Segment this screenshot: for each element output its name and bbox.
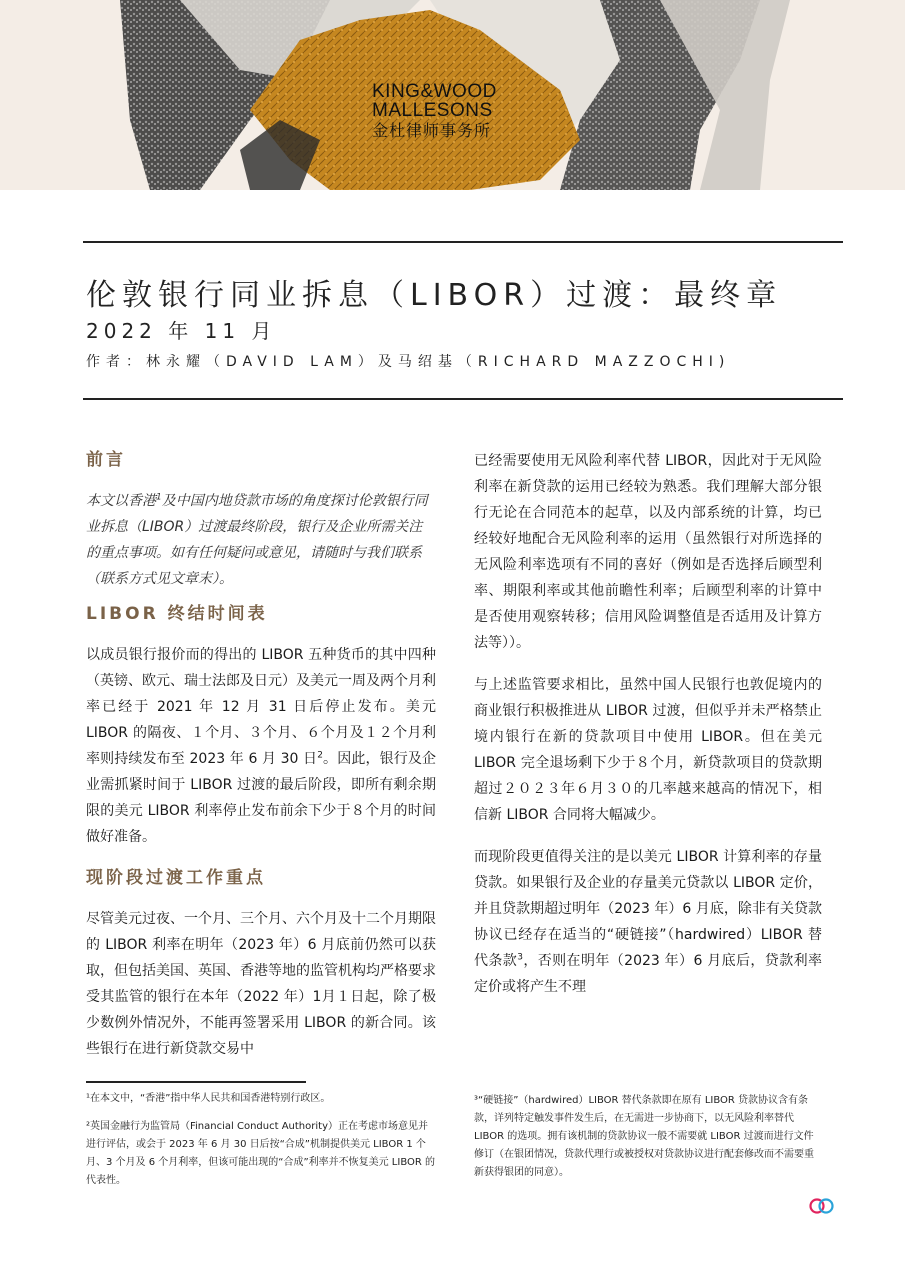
preface-text-a: 本文以香港 bbox=[86, 493, 156, 509]
title-rule-top bbox=[83, 241, 843, 243]
footnotes-left bbox=[86, 1090, 436, 1200]
footnote-2: ²英国金融行为监管局（Financial Conduct Authority）正在考虑市场意见并进行评估，或会于 2023 年 6 月 30 日后按“合成”机制提供美元 LIBOR 1 个月、3 个月及 6 个月利率，但该可能出现的“合成”利率并不恢复美元 LIBOR 的代表性。 bbox=[86, 1121, 436, 1186]
timeline-text-b: 。因此，银行及企业需抓紧时间于 LIBOR 过渡的最后阶段，即所有剩余期限的美元 LIBOR 利率停止发布前余下少于８个月的时间做好准备。 bbox=[86, 751, 436, 845]
footnote-3: ³“硬链接”（hardwired）LIBOR 替代条款即在原有 LIBOR 贷款协议含有条款，详列特定触发事件发生后，在无需进一步协商下，以无风险利率替代 LIBOR 的选项。拥有该机制的贷款协议一般不需要就 LIBOR 过渡而进行文件修订（在银团情况，贷款代理行或被授权对贷款协议进行配套修改而不需要重新获得银团的同意）。 bbox=[474, 1095, 814, 1178]
authors-line: 作者：林永耀（DAVID LAM）及马绍基（RICHARD MAZZOCHI) bbox=[86, 354, 731, 370]
title-rule-bottom bbox=[83, 398, 843, 400]
section-heading-focus: 现阶段过渡工作重点 bbox=[86, 868, 266, 888]
right-paragraph-3-text-b: ，否则在明年（2023 年）6 月底后，贷款利率定价或将产生不理 bbox=[474, 953, 823, 995]
publication-date: 2022 年 11 月 bbox=[86, 319, 277, 343]
right-paragraph-3 bbox=[474, 844, 822, 1000]
footnote-ref-1: 1 bbox=[156, 492, 162, 503]
right-paragraph-1: 已经需要使用无风险利率代替 LIBOR，因此对于无风险利率在新贷款的运用已经较为熟悉。我们理解大部分银行无论在合同范本的起草，以及内部系统的计算，均已经较好地配合无风险利率的运用（虽然银行对所选择的无风险利率选项有不同的喜好（例如是否选择后顾型利率、期限利率或其他前瞻性利率；后顾型利率的计算中是否使用观察转移；信用风险调整值是否适用及计算方法等））。 bbox=[474, 453, 822, 651]
left-column bbox=[86, 448, 436, 1078]
timeline-paragraph bbox=[86, 642, 436, 850]
right-column bbox=[474, 448, 822, 1016]
header-banner bbox=[0, 0, 905, 190]
preface-text-b: 及中国内地贷款市场的角度探讨伦敦银行同业拆息（LIBOR）过渡最终阶段，银行及企业所需关注的重点事项。如有任何疑问或意见，请随时与我们联系（联系方式见文章末）。 bbox=[86, 493, 428, 587]
footnote-rule bbox=[86, 1081, 306, 1083]
timeline-text-a: 以成员银行报价而的得出的 LIBOR 五种货币的其中四种（英镑、欧元、瑞士法郎及日元）及美元一周及两个月利率已经于 2021 年 12 月 31 日后停止发布。美元 LIBOR 的隔夜、１个月、３个月、６个月及１２个月利率则持续发布至 2023 年 6 月 30 日 bbox=[86, 647, 436, 767]
company-logo bbox=[372, 82, 502, 142]
corner-logo-icon bbox=[806, 1196, 838, 1216]
focus-paragraph: 尽管美元过夜、一个月、三个月、六个月及十二个月期限的 LIBOR 利率在明年（2023 年）6 月底前仍然可以获取，但包括美国、英国、香港等地的监管机构均严格要求受其监管的银行在本年（2022 年）1月１日起，除了极少数例外情况外，不能再签署采用 LIBOR 的新合同。该些银行在进行新贷款交易中 bbox=[86, 911, 436, 1057]
footnote-ref-3: 3 bbox=[517, 952, 523, 963]
footnote-ref-2: 2 bbox=[317, 750, 323, 761]
right-paragraph-2: 与上述监管要求相比，虽然中国人民银行也敦促境内的商业银行积极推进从 LIBOR 过渡，但似乎并未严格禁止境内银行在新的贷款项目中使用 LIBOR。但在美元 LIBOR 完全退场剩下少于８个月，新贷款项目的贷款期超过２０２３年６月３０的几率越来越高的情况下，相信新 LIBOR 合同将大幅减少。 bbox=[474, 677, 822, 823]
section-heading-preface: 前言 bbox=[86, 450, 126, 470]
logo-line1: KING&WOOD bbox=[372, 81, 497, 102]
section-heading-timeline: LIBOR 终结时间表 bbox=[86, 604, 268, 624]
footnote-1: ¹在本文中，“香港”指中华人民共和国香港特别行政区。 bbox=[86, 1093, 331, 1104]
footnotes-right bbox=[474, 1092, 822, 1192]
logo-chinese: 金杜律师事务所 bbox=[372, 121, 492, 140]
page-title: 伦敦银行同业拆息（LIBOR）过渡：最终章 bbox=[86, 278, 783, 313]
right-paragraph-3-text-a: 而现阶段更值得关注的是以美元 LIBOR 计算利率的存量贷款。如果银行及企业的存量美元贷款以 LIBOR 定价，并且贷款期超过明年（2023 年）6 月底，除非有关贷款协议已经存在适当的“硬链接”（hardwired）LIBOR 替代条款 bbox=[474, 849, 822, 969]
logo-line2: MALLESONS bbox=[372, 100, 493, 121]
preface-paragraph bbox=[86, 488, 436, 592]
